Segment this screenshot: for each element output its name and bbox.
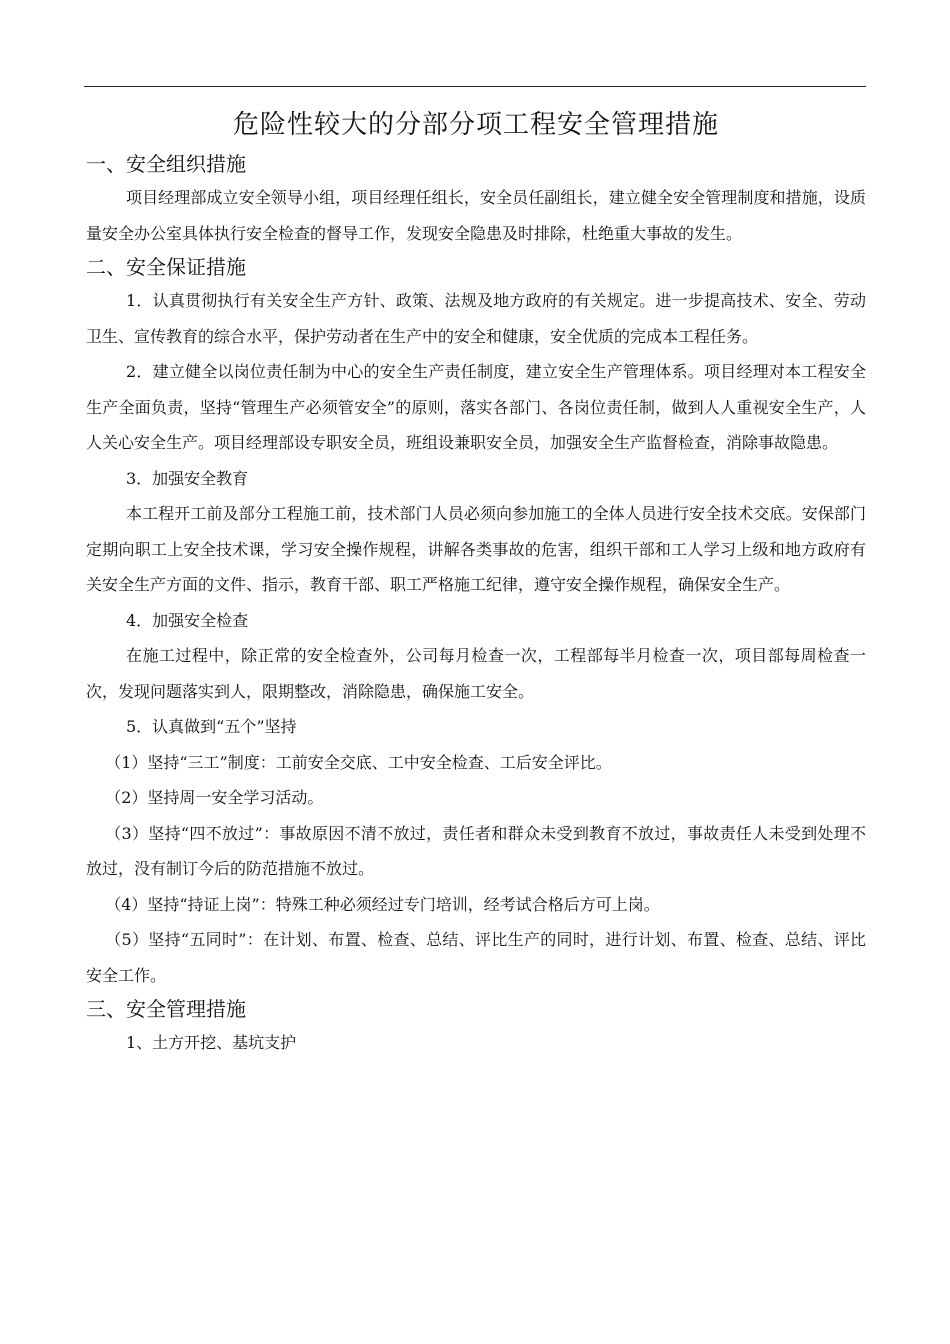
section-2-item-5-sub-2: （2）坚持周一安全学习活动。 xyxy=(105,788,324,807)
section-3-item-1: 1、土方开挖、基坑支护 xyxy=(126,1033,297,1052)
section-2-item-1: 1．认真贯彻执行有关安全生产方针、政策、法规及地方政府的有关规定。进一步提高技术、安全、劳动卫生、宣传教育的综合水平，保护劳动者在生产中的安全和健康，安全优质的完成本工程任务。 xyxy=(86,291,866,346)
section-2-item-3-title: 3．加强安全教育 xyxy=(126,468,249,488)
section-2-item-5-sub-5: （5）坚持“五同时”：在计划、布置、检查、总结、评比生产的同时，进行计划、布置、检查、总结、评比安全工作。 xyxy=(86,930,866,985)
section-2-item-4-title: 4．加强安全检查 xyxy=(126,610,249,630)
section-2-item-3-paragraph: 本工程开工前及部分工程施工前，技术部门人员必须向参加施工的全体人员进行安全技术交底。安保部门定期向职工上安全技术课，学习安全操作规程，讲解各类事故的危害，组织干部和工人学习上级和地方政府有关安全生产方面的文件、指示，教育干部、职工严格施工纪律，遵守安全操作规程，确保安全生产。 xyxy=(86,504,866,594)
section-2-heading: 二、安全保证措施 xyxy=(86,255,246,279)
section-2-item-5-title: 5．认真做到“五个”坚持 xyxy=(126,717,297,736)
section-2-item-2: 2．建立健全以岗位责任制为中心的安全生产责任制度，建立安全生产管理体系。项目经理对本工程安全生产全面负责，坚持“管理生产必须管安全”的原则，落实各部门、各岗位责任制，做到人人重视安全生产，人人关心安全生产。项目经理部设专职安全员，班组设兼职安全员，加强安全生产监督检查，消除事故隐患。 xyxy=(86,362,866,452)
document-title: 危险性较大的分部分项工程安全管理措施 xyxy=(232,110,719,140)
document-body xyxy=(86,104,866,1061)
header-rule xyxy=(84,86,866,87)
section-3-heading: 三、安全管理措施 xyxy=(86,997,246,1021)
section-1-heading: 一、安全组织措施 xyxy=(86,152,246,176)
section-2-item-5-sub-1: （1）坚持“三工”制度：工前安全交底、工中安全检查、工后安全评比。 xyxy=(105,752,612,772)
section-2-item-4-paragraph: 在施工过程中，除正常的安全检查外，公司每月检查一次，工程部每半月检查一次，项目部每周检查一次，发现问题落实到人，限期整改，消除隐患，确保施工安全。 xyxy=(86,646,866,701)
section-2-item-5-sub-4: （4）坚持“持证上岗”：特殊工种必须经过专门培训，经考试合格后方可上岗。 xyxy=(105,894,660,914)
section-1-paragraph: 项目经理部成立安全领导小组，项目经理任组长，安全员任副组长，建立健全安全管理制度和措施，设质量安全办公室具体执行安全检查的督导工作，发现安全隐患及时排除，杜绝重大事故的发生。 xyxy=(86,188,866,243)
section-2-item-5-sub-3: （3）坚持“四不放过”：事故原因不清不放过，责任者和群众未受到教育不放过，事故责任人未受到处理不放过，没有制订今后的防范措施不放过。 xyxy=(86,823,866,878)
